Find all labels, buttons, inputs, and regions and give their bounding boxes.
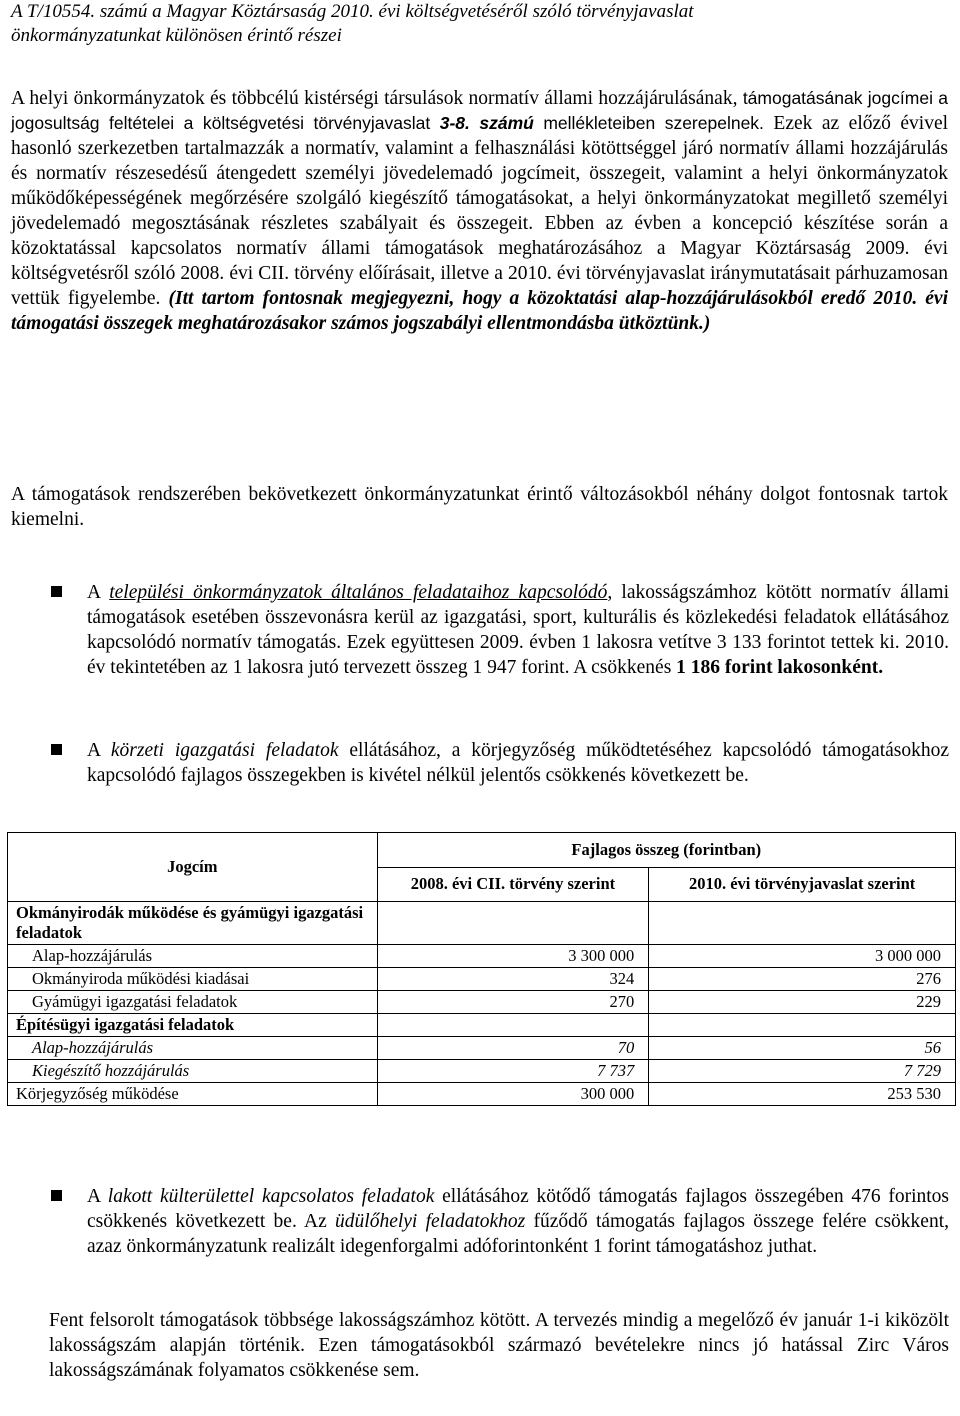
bullet-3-text-1: ellátásához kötődő támogatás fajlagos összegében 476 forintos csökkenés következett be. Az — [87, 1186, 950, 1232]
table-row — [8, 902, 956, 945]
intro-bold-note: (Itt tartom fontosnak megjegyezni, hogy a közoktatási alap-hozzájárulásokból eredő 2010. évi támogatási összegek meghatározásakor számos jogszabályi ellentmondásba ütköztünk.) — [11, 288, 948, 334]
bullet-2 — [87, 738, 949, 788]
table-row — [8, 1037, 956, 1060]
bullet-3-text-2: fűződő támogatás fajlagos összege felére csökkent, azaz önkormányzatunk realizált idegenforgalmi adóforintonként 1 forint támogatáshoz juthat. — [87, 1211, 949, 1257]
table-cell-label: Kiegészítő hozzájárulás — [8, 1060, 378, 1083]
table-cell-2008: 3 300 000 — [377, 945, 649, 968]
bullet-1-bold: 1 186 forint lakosonként. — [676, 657, 884, 678]
bullet-2-text: ellátásához, a körjegyzőség működtetéséhez kapcsolódó támogatásokhoz kapcsolódó fajlagos összegekben is kivétel nélkül jelentős csökkenés következett be. — [87, 740, 950, 786]
table-cell-2008: 7 737 — [377, 1060, 649, 1083]
table-cell-2008: 270 — [377, 991, 649, 1014]
bullet-1-lead: A — [87, 582, 101, 603]
heading-line-1: A T/10554. számú a Magyar Köztársaság 2010. évi költségvetéséről szóló törvényjavaslat — [11, 1, 694, 22]
table-row — [8, 1014, 956, 1037]
table-header-2010: 2010. évi törvényjavaslat szerint — [649, 867, 956, 902]
document-heading — [11, 0, 956, 48]
bullet-3-italic-2: üdülőhelyi feladatokhoz — [335, 1211, 526, 1232]
table-cell-label: Okmányiroda működési kiadásai — [8, 968, 378, 991]
table-cell-label: Körjegyzőség működése — [8, 1083, 378, 1106]
bullet-3-lead: A — [87, 1186, 101, 1207]
table-row — [8, 968, 956, 991]
table-row — [8, 1083, 956, 1106]
table-cell-label: Alap-hozzájárulás — [8, 1037, 378, 1060]
table-header-row — [8, 833, 956, 868]
table-cell-2010: 56 — [649, 1037, 956, 1060]
intro-sans-part-b: 3-8. számú — [439, 113, 534, 133]
table-cell-2010: 229 — [649, 991, 956, 1014]
table-cell-2008: 324 — [377, 968, 649, 991]
heading-line-2: önkormányzatunkat különösen érintő részei — [11, 25, 342, 46]
closing-paragraph: Fent felsorolt támogatások többsége lakosságszámhoz kötött. A tervezés mindig a megelőző év január 1-i kiközölt lakosságszám alapján történik. Ezen támogatásokból származó bevételekre nincs jó hatással Zirc Város lakosságszámának folyamatos csökkenése sem. — [49, 1310, 949, 1381]
table-header-2008: 2008. évi CII. törvény szerint — [377, 867, 649, 902]
table-cell-2008: 70 — [377, 1037, 649, 1060]
intro-sans-part-a: támogatásának jogcímei a jogosultság feltételei a költségvetési törvényjavaslat — [11, 88, 949, 133]
bullet-2-lead: A — [87, 740, 101, 761]
table-row — [8, 991, 956, 1014]
bullet-1-text: , lakosságszámhoz kötött normatív állami támogatások esetében összevonásra kerül az igazgatási, sport, kulturális és közlekedési feladatok ellátásához kapcsolódó normatív támogatás. Ezek együttesen 2009. évben 1 lakosra vetítve 3 133 forintot tettek ki. 2010. év tekintetében az 1 lakosra jutó tervezett összeg 1 947 forint. A csökkenés — [87, 582, 949, 678]
bullet-square-icon — [51, 586, 62, 597]
bullet-1 — [87, 580, 949, 680]
intro-sans-part-c: mellékleteiben szerepelnek. — [543, 113, 764, 133]
bullet-2-italic: körzeti igazgatási feladatok — [110, 740, 339, 761]
table-cell-label: Alap-hozzájárulás — [8, 945, 378, 968]
bullet-square-icon — [51, 744, 62, 755]
table-cell-label: Gyámügyi igazgatási feladatok — [8, 991, 378, 1014]
support-amount-table — [7, 832, 956, 1106]
bullet-square-icon — [51, 1190, 62, 1201]
table-section-label: Építésügyi igazgatási feladatok — [8, 1014, 378, 1037]
table-header-jogcim: Jogcím — [8, 833, 378, 902]
intro-body-text: Ezek az előző évivel hasonló szerkezetben tartalmazzák a normatív, valamint a felhasználási kötöttséggel járó normatív állami hozzájárulás és normatív részesedésű átengedett személyi jövedelemadó jogcímeit, összegeit, valamint a helyi önkormányzatok működőképességének megőrzésére szolgáló kiegészítő támogatásokat, a helyi önkormányzatokat megillető személyi jövedelemadó megosztásának részletes szabályait és összegeit. Ebben az évben a koncepció készítése során a közoktatással kapcsolatos normatív állami támogatások meghatározásához a Magyar Köztársaság 2009. évi költségvetésről szóló 2008. évi CII. törvény előírásait, illetve a 2010. évi törvényjavaslat iránymutatásait párhuzamosan vettük figyelembe. — [11, 113, 949, 309]
intro-serif-part: A helyi önkormányzatok és többcélú kistérségi társulások normatív állami hozzájárulásának, — [11, 88, 738, 109]
table-section-label: Okmányirodák működése és gyámügyi igazgatási feladatok — [8, 902, 378, 945]
table-header-group: Fajlagos összeg (forintban) — [377, 833, 955, 868]
bullet-3-italic-1: lakott külterülettel kapcsolatos feladatok — [107, 1186, 435, 1207]
paragraph-2: A támogatások rendszerében bekövetkezett önkormányzatunkat érintő változásokból néhány dolgot fontosnak tartok kiemelni. — [11, 484, 948, 530]
table-cell-2010: 3 000 000 — [649, 945, 956, 968]
table-row — [8, 1060, 956, 1083]
table-cell-2010: 7 729 — [649, 1060, 956, 1083]
table-row — [8, 945, 956, 968]
bullet-3 — [87, 1184, 949, 1259]
table-cell-2008: 300 000 — [377, 1083, 649, 1106]
table-cell-2010: 253 530 — [649, 1083, 956, 1106]
intro-paragraph — [11, 86, 948, 336]
table-cell-2010: 276 — [649, 968, 956, 991]
bullet-1-underlined: települési önkormányzatok általános feladataihoz kapcsolódó — [109, 582, 608, 603]
